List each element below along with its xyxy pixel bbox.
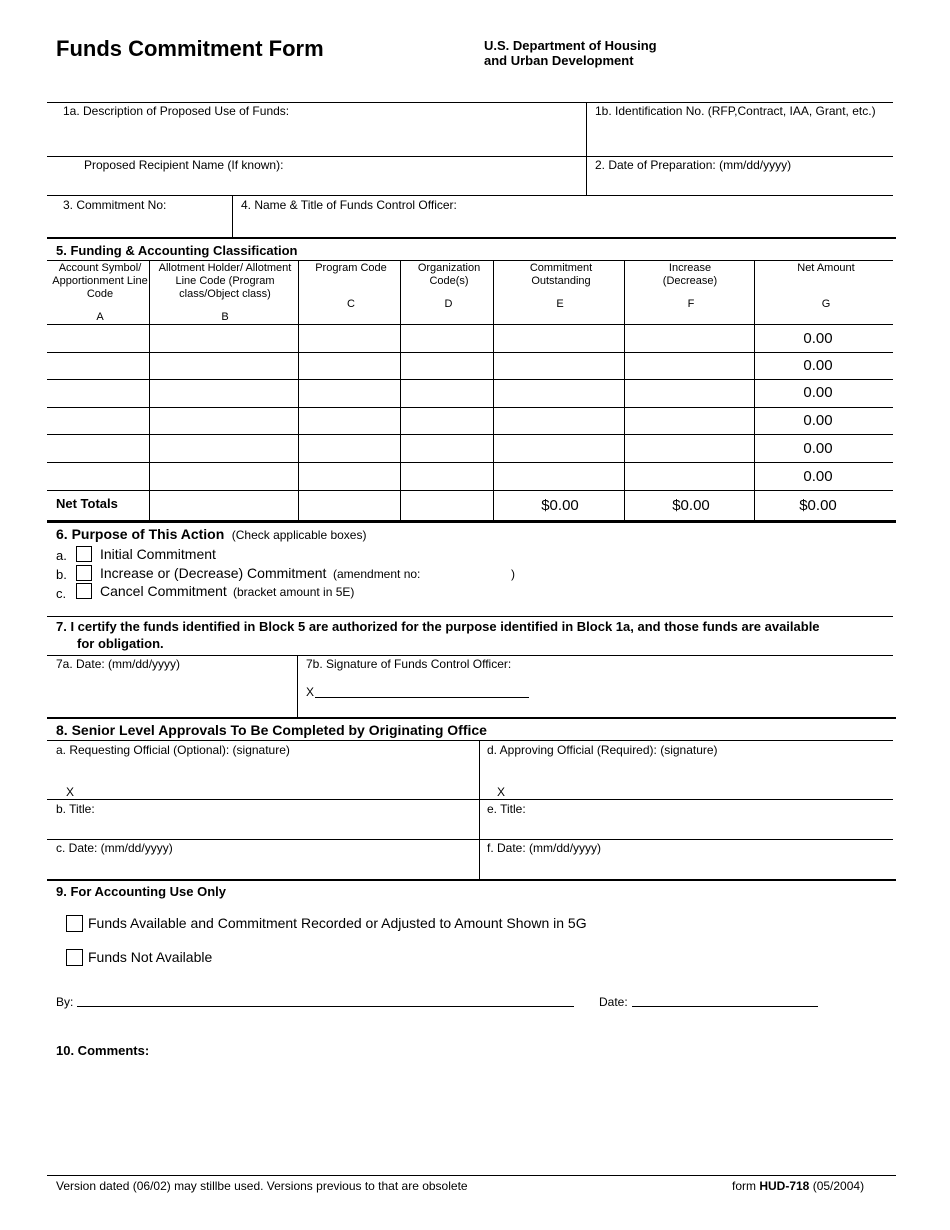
block10-title: 10. Comments: xyxy=(56,1043,150,1058)
row-divider xyxy=(47,434,893,435)
recipient-label: Proposed Recipient Name (If known): xyxy=(84,158,284,172)
option-letter: c. xyxy=(56,586,67,601)
title-b-label: b. Title: xyxy=(56,802,95,816)
total-commitment-outstanding: $0.00 xyxy=(541,497,579,514)
total-increase-decrease: $0.00 xyxy=(672,497,710,514)
funds-control-officer-input[interactable] xyxy=(241,214,885,234)
dept-line-2: and Urban Development xyxy=(484,53,634,68)
signature-line[interactable] xyxy=(315,697,529,698)
footer-divider xyxy=(47,1175,896,1176)
net-amount-cell: 0.00 xyxy=(803,330,833,347)
row-divider xyxy=(47,407,893,408)
date-7a-label: 7a. Date: (mm/dd/yyyy) xyxy=(56,657,181,671)
dept-line-1: U.S. Department of Housing xyxy=(484,38,657,53)
signature-x-mark: X xyxy=(306,685,315,699)
block8-title: 8. Senior Level Approvals To Be Completed by Originating Office xyxy=(56,722,487,738)
accounting-date-input[interactable] xyxy=(634,990,820,1008)
approving-official-label: d. Approving Official (Required): (signature) xyxy=(487,743,718,757)
initial-commitment-checkbox[interactable] xyxy=(76,546,92,562)
funds-not-available-label: Funds Not Available xyxy=(88,949,213,965)
column-letter-e: E xyxy=(556,298,564,310)
section-divider xyxy=(47,237,896,239)
block6-heading xyxy=(56,526,366,544)
form-title: Funds Commitment Form xyxy=(56,36,324,61)
identification-input[interactable] xyxy=(595,134,889,154)
title-e-input[interactable] xyxy=(487,818,891,838)
recipient-input[interactable] xyxy=(84,174,582,194)
divider xyxy=(47,616,893,617)
column-divider xyxy=(400,260,401,521)
net-amount-cell: 0.00 xyxy=(803,440,833,457)
date-7a-input[interactable] xyxy=(56,678,290,698)
date-of-preparation-input[interactable] xyxy=(595,174,889,194)
row-divider xyxy=(47,490,893,491)
column-header-c: Program Code xyxy=(315,262,387,274)
form-date: (05/2004) xyxy=(812,1179,865,1193)
column-letter-d: D xyxy=(444,298,453,310)
form-prefix: form xyxy=(732,1179,756,1193)
divider xyxy=(47,740,893,741)
column-divider xyxy=(298,260,299,521)
divider xyxy=(297,655,298,717)
divider xyxy=(47,655,893,656)
title-b-input[interactable] xyxy=(56,818,475,838)
column-letter-f: F xyxy=(687,298,695,310)
by-input[interactable] xyxy=(80,990,574,1008)
net-amount-cell: 0.00 xyxy=(803,412,833,429)
date-f-input[interactable] xyxy=(487,857,891,877)
amendment-close-paren: ) xyxy=(511,567,515,581)
form-identifier xyxy=(732,1179,864,1193)
net-totals-label: Net Totals xyxy=(56,496,118,511)
column-letter-a: A xyxy=(96,311,104,323)
column-header-b: Allotment Holder/ Allotment Line Code (Program class/Object class) xyxy=(158,262,292,300)
divider xyxy=(479,740,480,880)
divider xyxy=(47,799,893,800)
divider xyxy=(47,260,893,261)
divider xyxy=(47,839,893,840)
date-c-label: c. Date: (mm/dd/yyyy) xyxy=(56,841,173,855)
commitment-no-label: 3. Commitment No: xyxy=(63,198,167,212)
block6-title: 6. Purpose of This Action xyxy=(56,526,225,542)
block5-title: 5. Funding & Accounting Classification xyxy=(56,243,298,258)
amendment-note: (amendment no: xyxy=(333,567,421,581)
identification-label: 1b. Identification No. (RFP,Contract, IAA, Grant, etc.) xyxy=(595,104,876,118)
row-divider xyxy=(47,352,893,353)
accounting-date-label: Date: xyxy=(599,995,628,1009)
amendment-no-input[interactable] xyxy=(425,565,511,583)
cancel-commitment-label: Cancel Commitment xyxy=(100,583,227,599)
commitment-no-input[interactable] xyxy=(63,214,227,234)
column-divider xyxy=(149,260,150,521)
comments-input[interactable] xyxy=(56,1062,895,1166)
description-input[interactable] xyxy=(63,122,582,150)
increase-decrease-label: Increase or (Decrease) Commitment xyxy=(100,565,327,581)
net-amount-cell: 0.00 xyxy=(803,384,833,401)
increase-decrease-checkbox[interactable] xyxy=(76,565,92,581)
block6-note: (Check applicable boxes) xyxy=(231,528,367,542)
requesting-signature-x: X xyxy=(66,785,75,799)
funds-available-label: Funds Available and Commitment Recorded or Adjusted to Amount Shown in 5G xyxy=(88,915,587,931)
funds-available-checkbox[interactable] xyxy=(66,915,83,932)
net-amount-cell: 0.00 xyxy=(803,468,833,485)
approving-signature-input[interactable] xyxy=(512,776,891,796)
row-divider xyxy=(47,462,893,463)
total-net-amount: $0.00 xyxy=(799,497,837,514)
funds-control-officer-label: 4. Name & Title of Funds Control Officer: xyxy=(241,198,457,212)
certification-line-2: for obligation. xyxy=(77,636,164,651)
version-note: Version dated (06/02) may stillbe used. Versions previous to that are obsolete xyxy=(56,1179,468,1193)
requesting-official-label: a. Requesting Official (Optional): (signature) xyxy=(56,743,290,757)
divider xyxy=(232,195,233,237)
date-f-label: f. Date: (mm/dd/yyyy) xyxy=(487,841,602,855)
by-label: By: xyxy=(56,995,74,1009)
column-header-e: Commitment Outstanding xyxy=(529,262,593,287)
date-of-preparation-label: 2. Date of Preparation: (mm/dd/yyyy) xyxy=(595,158,792,172)
divider xyxy=(586,102,587,195)
section-divider xyxy=(47,717,896,719)
description-label: 1a. Description of Proposed Use of Funds: xyxy=(63,104,290,118)
approving-signature-x: X xyxy=(497,785,506,799)
row-divider xyxy=(47,324,893,325)
section-divider xyxy=(47,520,896,523)
net-amount-cell: 0.00 xyxy=(803,357,833,374)
column-letter-c: C xyxy=(347,298,355,310)
divider xyxy=(47,102,893,103)
column-header-f: Increase (Decrease) xyxy=(662,262,718,287)
requesting-signature-input[interactable] xyxy=(80,776,474,796)
row-divider xyxy=(47,379,893,380)
column-letter-b: B xyxy=(221,311,229,323)
block9-title: 9. For Accounting Use Only xyxy=(56,884,226,899)
title-e-label: e. Title: xyxy=(487,802,526,816)
signature-7b-label: 7b. Signature of Funds Control Officer: xyxy=(306,657,512,671)
cancel-commitment-checkbox[interactable] xyxy=(76,583,92,599)
column-header-a: Account Symbol/ Apportionment Line Code xyxy=(52,262,148,300)
cancel-note: (bracket amount in 5E) xyxy=(233,585,355,599)
funds-not-available-checkbox[interactable] xyxy=(66,949,83,966)
column-header-g: Net Amount xyxy=(797,262,855,274)
divider xyxy=(47,156,893,157)
option-letter: b. xyxy=(56,567,67,582)
section-divider xyxy=(47,879,896,881)
certification-line-1: 7. I certify the funds identified in Block 5 are authorized for the purpose identified in Block 1a, and those funds are available xyxy=(56,619,820,634)
initial-commitment-label: Initial Commitment xyxy=(100,546,216,562)
option-letter: a. xyxy=(56,548,67,563)
form-id: HUD-718 xyxy=(759,1179,810,1193)
date-c-input[interactable] xyxy=(56,857,475,877)
column-letter-g: G xyxy=(821,298,831,310)
column-header-d: Organization Code(s) xyxy=(417,262,481,287)
divider xyxy=(47,195,893,196)
